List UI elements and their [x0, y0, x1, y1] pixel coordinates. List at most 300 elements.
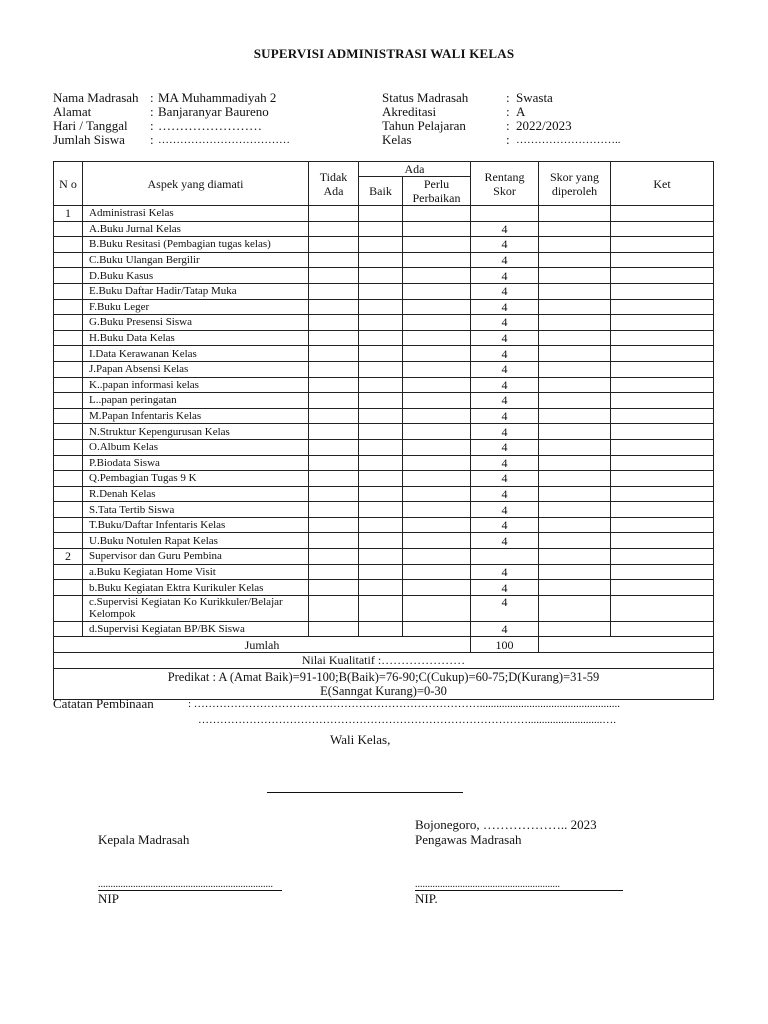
empty-cell	[54, 237, 83, 253]
skor-diperoleh-cell	[539, 268, 611, 284]
kepala-nip: NIP	[98, 891, 119, 906]
pengawas-title: Pengawas Madrasah	[415, 832, 522, 847]
ket-cell	[611, 283, 714, 299]
aspect-label: J.Papan Absensi Kelas	[83, 361, 309, 377]
predikat-line1: Predikat : A (Amat Baik)=91-100;B(Baik)=76-90;C(Cukup)=60-75;D(Kurang)=31-59	[167, 669, 600, 684]
header-baik: Baik	[359, 177, 403, 206]
table-row	[54, 564, 714, 580]
baik-cell	[359, 517, 403, 533]
aspect-label: Q.Pembagian Tugas 9 K	[83, 471, 309, 487]
skor-diperoleh-cell	[539, 439, 611, 455]
empty-cell	[403, 549, 471, 565]
skor-diperoleh-cell	[539, 361, 611, 377]
skor-diperoleh-cell	[539, 502, 611, 518]
perlu-perbaikan-cell	[403, 283, 471, 299]
tidak-ada-cell	[309, 377, 359, 393]
ket-cell	[611, 439, 714, 455]
empty-cell	[54, 439, 83, 455]
skor-diperoleh-cell	[539, 393, 611, 409]
perlu-perbaikan-cell	[403, 268, 471, 284]
aspect-label: B.Buku Resitasi (Pembagian tugas kelas)	[83, 237, 309, 253]
header-perlu-perbaikan: Perlu Perbaikan	[403, 177, 471, 206]
empty-cell	[54, 330, 83, 346]
wali-kelas-label: Wali Kelas,	[330, 732, 391, 747]
header-ada: Ada	[359, 162, 471, 177]
tidak-ada-cell	[309, 533, 359, 549]
aspect-label: O.Album Kelas	[83, 439, 309, 455]
separator: :	[150, 104, 154, 119]
label-nama-madrasah: Nama Madrasah	[53, 90, 139, 105]
empty-cell	[54, 580, 83, 596]
table-row	[54, 393, 714, 409]
ket-cell	[611, 268, 714, 284]
table-row	[54, 408, 714, 424]
tidak-ada-cell	[309, 408, 359, 424]
aspect-label: S.Tata Tertib Siswa	[83, 502, 309, 518]
perlu-perbaikan-cell	[403, 221, 471, 237]
skor-diperoleh-cell	[539, 580, 611, 596]
place-date: Bojonegoro, ……………….. 2023	[415, 817, 597, 832]
empty-cell	[54, 408, 83, 424]
tidak-ada-cell	[309, 564, 359, 580]
table-footer	[54, 637, 714, 699]
skor-diperoleh-cell	[539, 486, 611, 502]
ket-cell	[611, 502, 714, 518]
empty-cell	[54, 283, 83, 299]
perlu-perbaikan-cell	[403, 486, 471, 502]
label-kelas: Kelas	[382, 132, 412, 147]
skor-diperoleh-cell	[539, 330, 611, 346]
ket-cell	[611, 252, 714, 268]
baik-cell	[359, 533, 403, 549]
table-row	[54, 361, 714, 377]
perlu-perbaikan-cell	[403, 315, 471, 331]
empty-cell	[471, 549, 539, 565]
table-row	[54, 377, 714, 393]
ket-cell	[611, 564, 714, 580]
tidak-ada-cell	[309, 393, 359, 409]
nilai-kualitatif: Nilai Kualitatif :…………………	[54, 653, 714, 669]
aspect-label: R.Denah Kelas	[83, 486, 309, 502]
catatan-line1: : ……………………………………………………………………...................................................	[188, 698, 621, 710]
table-body	[54, 206, 714, 637]
tidak-ada-cell	[309, 580, 359, 596]
perlu-perbaikan-cell	[403, 471, 471, 487]
table-row	[54, 221, 714, 237]
empty-cell	[54, 221, 83, 237]
catatan-label: Catatan Pembinaan	[53, 696, 154, 711]
ket-cell	[611, 346, 714, 362]
section-no: 1	[54, 206, 83, 222]
empty-cell	[471, 206, 539, 222]
baik-cell	[359, 283, 403, 299]
ket-cell	[611, 471, 714, 487]
table-row	[54, 486, 714, 502]
empty-cell	[54, 424, 83, 440]
table-row	[54, 268, 714, 284]
label-jumlah-siswa: Jumlah Siswa	[53, 132, 125, 147]
empty-cell	[539, 637, 611, 653]
empty-cell	[54, 621, 83, 637]
label-hari-tanggal: Hari / Tanggal	[53, 118, 128, 133]
rentang-skor-cell: 4	[471, 283, 539, 299]
value-jumlah-siswa: ………………………………	[158, 134, 290, 146]
table-row	[54, 299, 714, 315]
empty-cell	[54, 502, 83, 518]
tidak-ada-cell	[309, 268, 359, 284]
baik-cell	[359, 346, 403, 362]
header-no: N o	[54, 162, 83, 206]
rentang-skor-cell: 4	[471, 330, 539, 346]
ket-cell	[611, 517, 714, 533]
baik-cell	[359, 408, 403, 424]
aspect-label: U.Buku Notulen Rapat Kelas	[83, 533, 309, 549]
perlu-perbaikan-cell	[403, 580, 471, 596]
empty-cell	[309, 549, 359, 565]
empty-cell	[539, 549, 611, 565]
baik-cell	[359, 330, 403, 346]
skor-diperoleh-cell	[539, 517, 611, 533]
table-row	[54, 621, 714, 637]
value-status-madrasah: Swasta	[516, 90, 553, 105]
label-status-madrasah: Status Madrasah	[382, 90, 469, 105]
value-alamat: Banjaranyar Baureno	[158, 104, 269, 119]
section-row	[54, 549, 714, 565]
aspect-label: A.Buku Jurnal Kelas	[83, 221, 309, 237]
baik-cell	[359, 455, 403, 471]
perlu-perbaikan-cell	[403, 595, 471, 621]
tidak-ada-cell	[309, 502, 359, 518]
perlu-perbaikan-cell	[403, 377, 471, 393]
separator: :	[506, 104, 510, 119]
empty-cell	[54, 377, 83, 393]
rentang-skor-cell: 4	[471, 564, 539, 580]
ket-cell	[611, 377, 714, 393]
tidak-ada-cell	[309, 283, 359, 299]
tidak-ada-cell	[309, 471, 359, 487]
ket-cell	[611, 237, 714, 253]
empty-cell	[54, 455, 83, 471]
tidak-ada-cell	[309, 621, 359, 637]
ket-cell	[611, 393, 714, 409]
table-row	[54, 330, 714, 346]
rentang-skor-cell: 4	[471, 621, 539, 637]
aspect-label: G.Buku Presensi Siswa	[83, 315, 309, 331]
table-row	[54, 283, 714, 299]
baik-cell	[359, 377, 403, 393]
aspect-label: C.Buku Ulangan Bergilir	[83, 252, 309, 268]
ket-cell	[611, 533, 714, 549]
ket-cell	[611, 330, 714, 346]
empty-cell	[54, 299, 83, 315]
baik-cell	[359, 393, 403, 409]
ket-cell	[611, 361, 714, 377]
table-row	[54, 237, 714, 253]
rentang-skor-cell: 4	[471, 268, 539, 284]
predikat-line2: E(Sanngat Kurang)=0-30	[320, 683, 447, 698]
ket-cell	[611, 595, 714, 621]
baik-cell	[359, 580, 403, 596]
baik-cell	[359, 471, 403, 487]
section-title: Administrasi Kelas	[83, 206, 309, 222]
baik-cell	[359, 502, 403, 518]
header-right	[382, 91, 712, 151]
tidak-ada-cell	[309, 424, 359, 440]
label-tahun-pelajaran: Tahun Pelajaran	[382, 118, 466, 133]
skor-diperoleh-cell	[539, 252, 611, 268]
predikat-cell	[54, 668, 714, 699]
table-row	[54, 439, 714, 455]
header-skor-diperoleh: Skor yang diperoleh	[539, 162, 611, 206]
rentang-skor-cell: 4	[471, 361, 539, 377]
skor-diperoleh-cell	[539, 455, 611, 471]
baik-cell	[359, 424, 403, 440]
empty-cell	[403, 206, 471, 222]
rentang-skor-cell: 4	[471, 377, 539, 393]
aspect-label: D.Buku Kasus	[83, 268, 309, 284]
baik-cell	[359, 486, 403, 502]
empty-cell	[54, 315, 83, 331]
tidak-ada-cell	[309, 595, 359, 621]
rentang-skor-cell: 4	[471, 315, 539, 331]
pengawas-signature-line	[415, 890, 623, 891]
header-aspek: Aspek yang diamati	[83, 162, 309, 206]
perlu-perbaikan-cell	[403, 393, 471, 409]
value-kelas: ………………………..	[516, 134, 621, 146]
label-akreditasi: Akreditasi	[382, 104, 437, 119]
tidak-ada-cell	[309, 237, 359, 253]
ket-cell	[611, 455, 714, 471]
perlu-perbaikan-cell	[403, 252, 471, 268]
header-ket: Ket	[611, 162, 714, 206]
separator: :	[150, 118, 154, 133]
baik-cell	[359, 315, 403, 331]
table-row	[54, 580, 714, 596]
tidak-ada-cell	[309, 315, 359, 331]
ket-cell	[611, 424, 714, 440]
baik-cell	[359, 595, 403, 621]
tidak-ada-cell	[309, 486, 359, 502]
rentang-skor-cell: 4	[471, 455, 539, 471]
ket-cell	[611, 621, 714, 637]
kepala-signature-line	[98, 890, 282, 891]
tidak-ada-cell	[309, 455, 359, 471]
baik-cell	[359, 237, 403, 253]
empty-cell	[54, 361, 83, 377]
tidak-ada-cell	[309, 299, 359, 315]
page-title: SUPERVISI ADMINISTRASI WALI KELAS	[253, 46, 515, 61]
empty-cell	[54, 346, 83, 362]
table-row	[54, 517, 714, 533]
aspect-label: E.Buku Daftar Hadir/Tatap Muka	[83, 283, 309, 299]
tidak-ada-cell	[309, 346, 359, 362]
skor-diperoleh-cell	[539, 533, 611, 549]
table-row	[54, 424, 714, 440]
empty-cell	[309, 206, 359, 222]
tidak-ada-cell	[309, 252, 359, 268]
value-akreditasi: A	[516, 104, 526, 119]
empty-cell	[54, 517, 83, 533]
perlu-perbaikan-cell	[403, 621, 471, 637]
empty-cell	[611, 637, 714, 653]
table-row	[54, 533, 714, 549]
perlu-perbaikan-cell	[403, 455, 471, 471]
rentang-skor-cell: 4	[471, 221, 539, 237]
table-row	[54, 252, 714, 268]
rentang-skor-cell: 4	[471, 424, 539, 440]
ket-cell	[611, 408, 714, 424]
perlu-perbaikan-cell	[403, 439, 471, 455]
ket-cell	[611, 486, 714, 502]
header-left	[53, 91, 373, 151]
table-row	[54, 455, 714, 471]
baik-cell	[359, 439, 403, 455]
value-nama-madrasah: MA Muhammadiyah 2	[158, 90, 277, 105]
label-alamat: Alamat	[53, 104, 92, 119]
perlu-perbaikan-cell	[403, 533, 471, 549]
empty-cell	[54, 268, 83, 284]
empty-cell	[54, 471, 83, 487]
aspect-label: H.Buku Data Kelas	[83, 330, 309, 346]
table-row	[54, 471, 714, 487]
skor-diperoleh-cell	[539, 564, 611, 580]
perlu-perbaikan-cell	[403, 237, 471, 253]
empty-cell	[54, 252, 83, 268]
section-title: Supervisor dan Guru Pembina	[83, 549, 309, 565]
rentang-skor-cell: 4	[471, 237, 539, 253]
ket-cell	[611, 299, 714, 315]
baik-cell	[359, 564, 403, 580]
header-rentang-skor: Rentang Skor	[471, 162, 539, 206]
jumlah-value: 100	[471, 637, 539, 653]
baik-cell	[359, 252, 403, 268]
aspect-label: d.Supervisi Kegiatan BP/BK Siswa	[83, 621, 309, 637]
skor-diperoleh-cell	[539, 221, 611, 237]
wali-kelas-signature-line	[267, 792, 463, 793]
empty-cell	[54, 393, 83, 409]
skor-diperoleh-cell	[539, 377, 611, 393]
kepala-title: Kepala Madrasah	[98, 832, 190, 847]
aspect-label: T.Buku/Daftar Infentaris Kelas	[83, 517, 309, 533]
aspect-label: N.Struktur Kepengurusan Kelas	[83, 424, 309, 440]
table-row	[54, 346, 714, 362]
skor-diperoleh-cell	[539, 315, 611, 331]
table-row	[54, 595, 714, 621]
tidak-ada-cell	[309, 330, 359, 346]
rentang-skor-cell: 4	[471, 439, 539, 455]
ket-cell	[611, 221, 714, 237]
aspect-label: P.Biodata Siswa	[83, 455, 309, 471]
empty-cell	[611, 206, 714, 222]
rentang-skor-cell: 4	[471, 393, 539, 409]
perlu-perbaikan-cell	[403, 299, 471, 315]
rentang-skor-cell: 4	[471, 502, 539, 518]
tidak-ada-cell	[309, 439, 359, 455]
skor-diperoleh-cell	[539, 471, 611, 487]
baik-cell	[359, 268, 403, 284]
perlu-perbaikan-cell	[403, 424, 471, 440]
skor-diperoleh-cell	[539, 621, 611, 637]
supervision-table	[53, 161, 714, 700]
value-tahun-pelajaran: 2022/2023	[516, 118, 572, 133]
separator: :	[506, 118, 510, 133]
baik-cell	[359, 221, 403, 237]
empty-cell	[54, 595, 83, 621]
rentang-skor-cell: 4	[471, 580, 539, 596]
baik-cell	[359, 621, 403, 637]
perlu-perbaikan-cell	[403, 564, 471, 580]
ket-cell	[611, 580, 714, 596]
perlu-perbaikan-cell	[403, 517, 471, 533]
rentang-skor-cell: 4	[471, 517, 539, 533]
rentang-skor-cell: 4	[471, 595, 539, 621]
separator: :	[506, 132, 510, 147]
rentang-skor-cell: 4	[471, 471, 539, 487]
perlu-perbaikan-cell	[403, 361, 471, 377]
empty-cell	[539, 206, 611, 222]
tidak-ada-cell	[309, 517, 359, 533]
aspect-label: M.Papan Infentaris Kelas	[83, 408, 309, 424]
perlu-perbaikan-cell	[403, 346, 471, 362]
empty-cell	[54, 533, 83, 549]
empty-cell	[359, 206, 403, 222]
perlu-perbaikan-cell	[403, 502, 471, 518]
rentang-skor-cell: 4	[471, 533, 539, 549]
skor-diperoleh-cell	[539, 424, 611, 440]
table-row	[54, 315, 714, 331]
tidak-ada-cell	[309, 361, 359, 377]
empty-cell	[54, 486, 83, 502]
aspect-label: K..papan informasi kelas	[83, 377, 309, 393]
empty-cell	[359, 549, 403, 565]
aspect-label: b.Buku Kegiatan Ektra Kurikuler Kelas	[83, 580, 309, 596]
table-row	[54, 502, 714, 518]
rentang-skor-cell: 4	[471, 299, 539, 315]
aspect-label: c.Supervisi Kegiatan Ko Kurikkuler/Belajar Kelompok	[83, 595, 309, 621]
pengawas-signature-dots: ..........................................................	[415, 879, 560, 890]
separator: :	[150, 132, 154, 147]
tidak-ada-cell	[309, 221, 359, 237]
skor-diperoleh-cell	[539, 408, 611, 424]
jumlah-label: Jumlah	[54, 637, 471, 653]
pengawas-nip: NIP.	[415, 891, 438, 906]
kepala-signature-dots: ......................................................................	[98, 879, 273, 890]
header-tidak-ada: Tidak Ada	[309, 162, 359, 206]
catatan-line2: ………………………………………………………………………………...........................….	[198, 714, 616, 726]
skor-diperoleh-cell	[539, 237, 611, 253]
rentang-skor-cell: 4	[471, 346, 539, 362]
aspect-label: F.Buku Leger	[83, 299, 309, 315]
baik-cell	[359, 299, 403, 315]
baik-cell	[359, 361, 403, 377]
perlu-perbaikan-cell	[403, 330, 471, 346]
rentang-skor-cell: 4	[471, 252, 539, 268]
empty-cell	[611, 549, 714, 565]
skor-diperoleh-cell	[539, 299, 611, 315]
aspect-label: L..papan peringatan	[83, 393, 309, 409]
skor-diperoleh-cell	[539, 346, 611, 362]
section-no: 2	[54, 549, 83, 565]
ket-cell	[611, 315, 714, 331]
rentang-skor-cell: 4	[471, 408, 539, 424]
skor-diperoleh-cell	[539, 595, 611, 621]
empty-cell	[54, 564, 83, 580]
section-row	[54, 206, 714, 222]
separator: :	[150, 90, 154, 105]
skor-diperoleh-cell	[539, 283, 611, 299]
rentang-skor-cell: 4	[471, 486, 539, 502]
aspect-label: a.Buku Kegiatan Home Visit	[83, 564, 309, 580]
